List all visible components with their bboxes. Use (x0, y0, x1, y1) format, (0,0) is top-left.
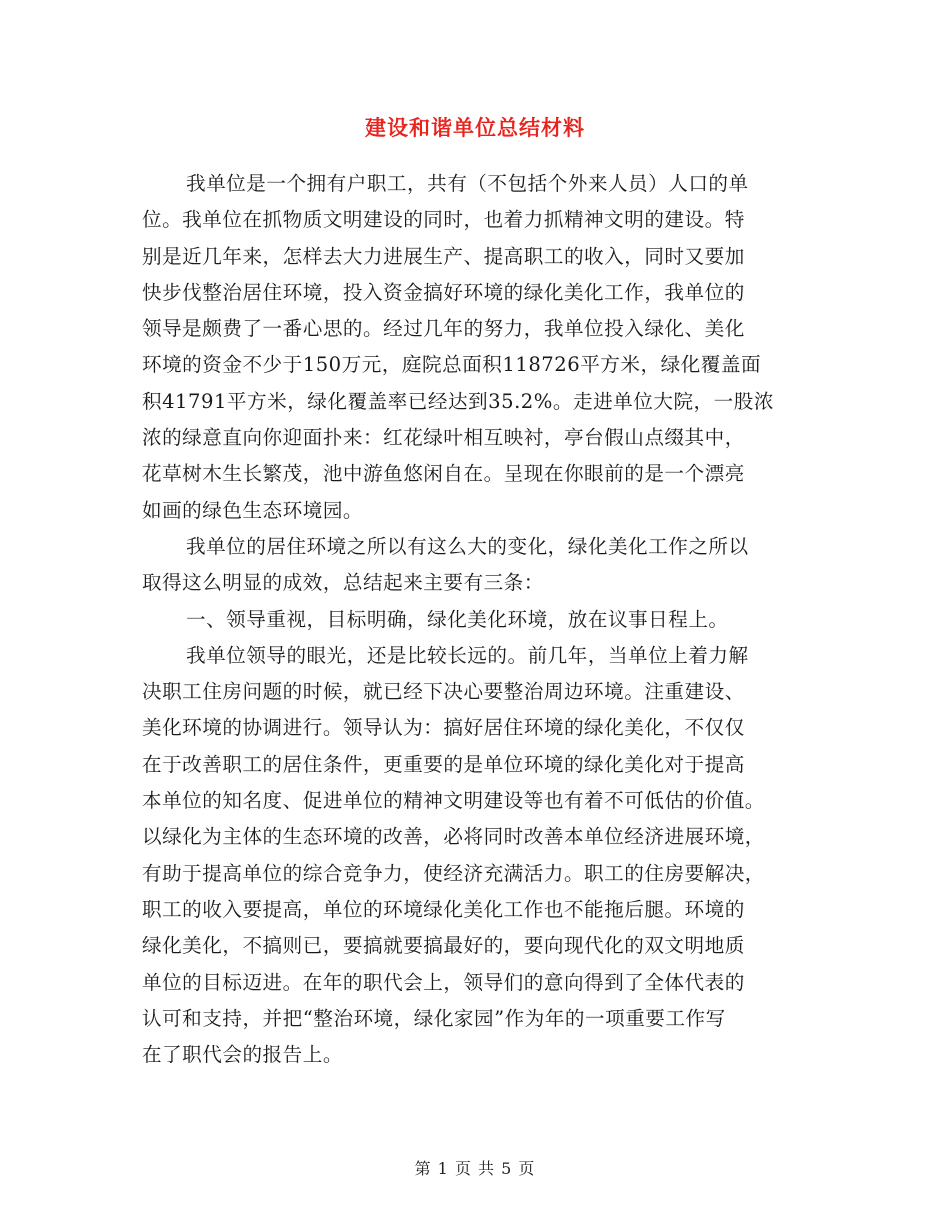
text-line: 单位的目标迈进。在年的职代会上，领导们的意向得到了全体代表的 (142, 970, 745, 994)
text-line: 我单位领导的眼光，还是比较长远的。前几年，当单位上着力解 (186, 643, 749, 667)
text-line: 有助于提高单位的综合竞争力，使经济充满活力。职工的住房要解决， (142, 861, 765, 885)
text-line: 我单位的居住环境之所以有这么大的变化，绿化美化工作之所以 (186, 534, 749, 558)
text-line: 认可和支持，并把“整治环境，绿化家园”作为年的一项重要工作写 (142, 1006, 726, 1030)
text-line: 我单位是一个拥有户职工，共有（不包括个外来人员）人口的单 (186, 172, 749, 195)
document-body (142, 166, 810, 1073)
text-line: 决职工住房问题的时候，就已经下决心要整治周边环境。注重建设、 (142, 680, 745, 704)
text-line: 在了职代会的报告上。 (142, 1043, 343, 1067)
text-line: 环境的资金不少于150万元，庭院总面积118726平方米，绿化覆盖面 (142, 353, 762, 377)
text-line: 快步伐整治居住环境，投入资金搞好环境的绿化美化工作，我单位的 (142, 280, 745, 304)
text-line: 绿化美化，不搞则已，要搞就要搞最好的，要向现代化的双文明地质 (142, 934, 745, 958)
text-line: 如画的绿色生态环境园。 (142, 498, 364, 522)
text-line: 职工的收入要提高，单位的环境绿化美化工作也不能拖后腿。环境的 (142, 897, 745, 921)
document-title: 建设和谐单位总结材料 (365, 116, 585, 140)
text-line: 浓的绿意直向你迎面扑来：红花绿叶相互映衬，亭台假山点缀其中， (142, 426, 745, 450)
text-line: 别是近几年来，怎样去大力进展生产、提高职工的收入，同时又要加 (142, 244, 745, 268)
text-line: 花草树木生长繁茂，池中游鱼悠闲自在。呈现在你眼前的是一个漂亮 (142, 462, 745, 486)
text-line: 本单位的知名度、促进单位的精神文明建设等也有着不可低估的价值。 (142, 789, 765, 813)
text-line: 积41791平方米，绿化覆盖率已经达到35.2%。走进单位大院，一股浓 (142, 389, 774, 413)
text-line: 美化环境的协调进行。领导认为：搞好居住环境的绿化美化，不仅仅 (142, 716, 745, 740)
page-footer: 第 1 页 共 5 页 (414, 1159, 536, 1178)
text-line: 在于改善职工的居住条件，更重要的是单位环境的绿化美化对于提高 (142, 752, 745, 776)
text-line: 取得这么明显的成效，总结起来主要有三条： (142, 571, 544, 595)
text-line: 位。我单位在抓物质文明建设的同时，也着力抓精神文明的建设。特 (142, 208, 745, 232)
text-line: 一、领导重视，目标明确，绿化美化环境，放在议事日程上。 (186, 607, 729, 631)
text-line: 领导是颇费了一番心思的。经过几年的努力，我单位投入绿化、美化 (142, 317, 745, 341)
text-line: 以绿化为主体的生态环境的改善，必将同时改善本单位经济进展环境， (142, 825, 765, 849)
